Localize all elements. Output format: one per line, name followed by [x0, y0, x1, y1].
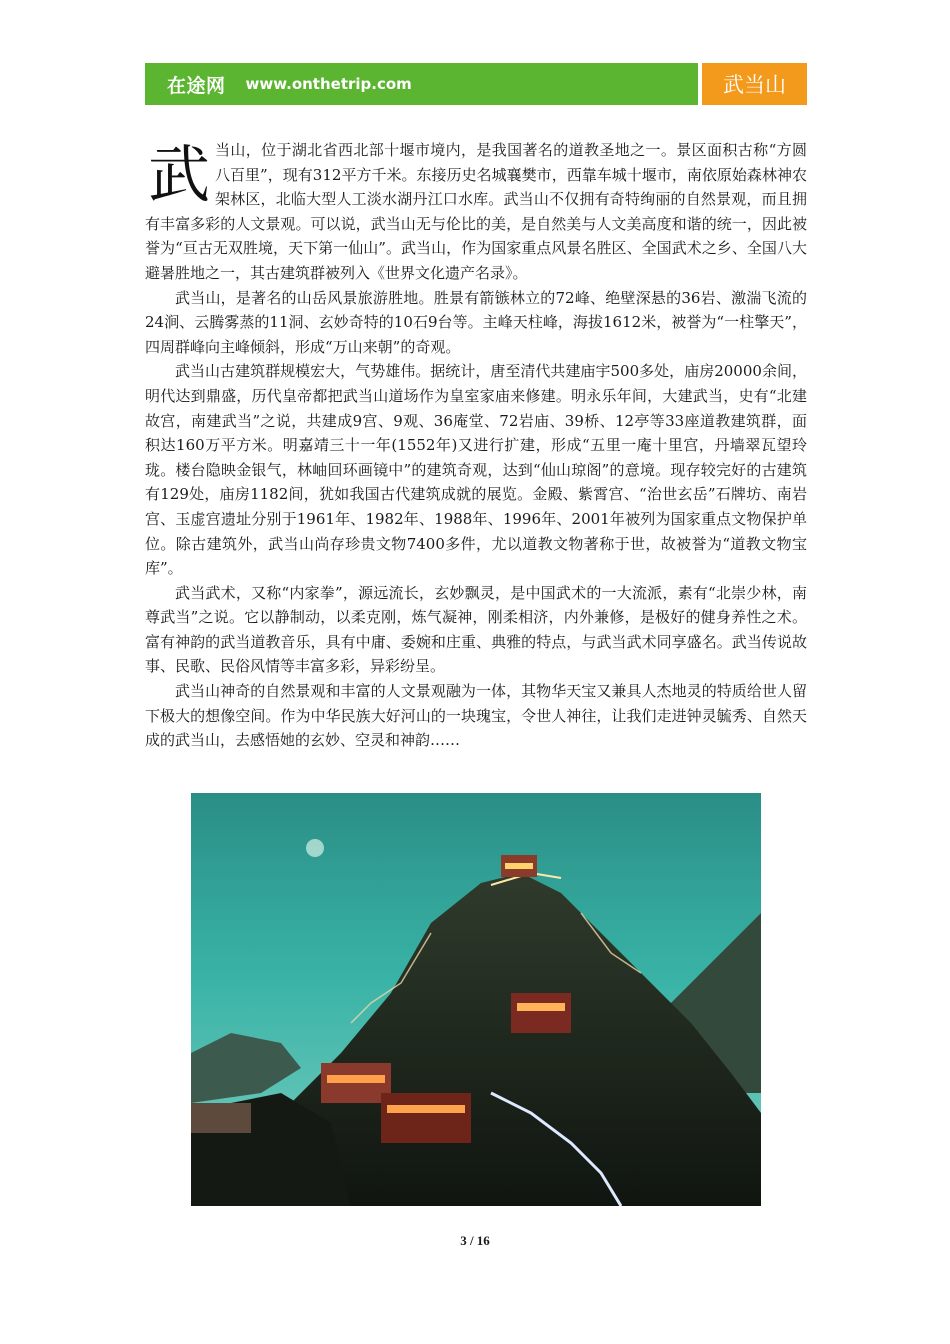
- paragraph-martial-arts: 武当武术，又称“内家拳”，源远流长，玄妙飘灵，是中国武术的一大流派，素有“北崇少林，南尊武当”之说。它以静制动，以柔克刚，炼气凝神，刚柔相济，内外兼修，是极好的健身养性之术。富有神韵的武当道教音乐，具有中庸、委婉和庄重、典雅的特点，与武当武术同享盛名。武当传说故事、民歌、民俗风情等丰富多彩，异彩纷呈。: [145, 583, 807, 676]
- paragraph-intro: [145, 138, 807, 286]
- moon: [306, 839, 324, 857]
- paragraph-conclusion: 武当山神奇的自然景观和丰富的人文景观融为一体，其物华天宝又兼具人杰地灵的特质给世人留下极大的想像空间。作为中华民族大好河山的一块瑰宝，令世人神往，让我们走进钟灵毓秀、自然天成的武当山，去感悟她的玄妙、空灵和神韵……: [145, 682, 807, 750]
- page-number: 3 / 16: [460, 1233, 490, 1248]
- site-url-link[interactable]: www.onthetrip.com: [245, 75, 412, 93]
- drop-cap: 武: [147, 138, 210, 211]
- site-logo[interactable]: 在途网: [167, 74, 226, 97]
- building-far-left: [191, 1103, 251, 1133]
- temple-lights-left: [327, 1075, 385, 1083]
- temple-complex-center: [511, 993, 571, 1033]
- paragraph-architecture: 武当山古建筑群规模宏大，气势雄伟。据统计，唐至清代共建庙宇500多处，庙房20000余间，明代达到鼎盛，历代皇帝都把武当山道场作为皇室家庙来修建。明永乐年间，大建武当，史有“北建故宫，南建武当”之说，共建成9宫、9观、36庵堂、72岩庙、39桥、12亭等33座道教建筑群，面积达160万平方米。明嘉靖三十一年(1552年)又进行扩建，形成“五里一庵十里宫，丹墙翠瓦望玲珑。楼台隐映金银气，林岫回环画镜中”的建筑奇观，达到“仙山琼阁”的意境。现存较完好的古建筑有129处，庙房1182间，犹如我国古代建筑成就的展览。金殿、紫霄宫、“治世玄岳”石牌坊、南岩宫、玉虚宫遗址分别于1961年、1982年、1988年、1996年、2001年被列为国家重点文物保护单位。除古建筑外，武当山尚存珍贵文物7400多件，尤以道教文物著称于世，故被誉为“道教文物宝库”。: [145, 362, 807, 578]
- mountain-illustration: [191, 793, 761, 1206]
- golden-hall-lights: [505, 863, 533, 869]
- article-body: [145, 138, 807, 753]
- header-brand-bar: [145, 63, 698, 105]
- paragraph-scenery: 武当山，是著名的山岳风景旅游胜地。胜景有箭镞林立的72峰、绝壁深悬的36岩、激湍飞流的24涧、云腾雾蒸的11洞、玄妙奇特的10石9台等。主峰天柱峰，海拔1612米，被誉为“一柱擎天”，四周群峰向主峰倾斜，形成“万山来朝”的奇观。: [145, 288, 807, 356]
- section-title: 武当山: [702, 63, 807, 105]
- temple-lights-center: [517, 1003, 565, 1011]
- page-header: [145, 63, 807, 105]
- temple-lights-lower: [387, 1105, 465, 1113]
- wudang-mountain-photo: [191, 793, 761, 1206]
- paragraph-intro-text: 当山，位于湖北省西北部十堰市境内，是我国著名的道教圣地之一。景区面积古称“方圆八百里”，现有312平方千米。东接历史名城襄樊市，西靠车城十堰市，南依原始森林神农架林区，北临大型人工淡水湖丹江口水库。武当山不仅拥有奇特绚丽的自然景观，而且拥有丰富多彩的人文景观。可以说，武当山无与伦比的美，是自然美与人文美高度和谐的统一，因此被誉为“亘古无双胜境，天下第一仙山”。武当山，作为国家重点风景名胜区、全国武术之乡、全国八大避暑胜地之一，其古建筑群被列入《世界文化遗产名录》。: [145, 141, 807, 282]
- temple-complex-lower: [381, 1093, 471, 1143]
